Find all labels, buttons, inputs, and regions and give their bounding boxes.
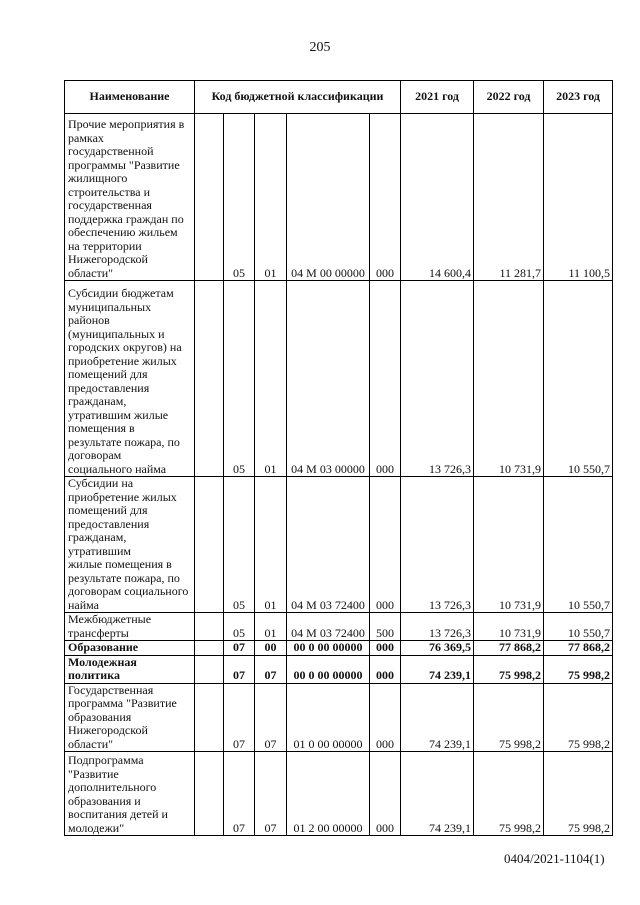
value-2022: 75 998,2 <box>474 655 544 683</box>
code-blank <box>195 114 224 281</box>
value-2021: 13 726,3 <box>401 477 474 613</box>
table-row <box>65 613 613 641</box>
code-section: 05 <box>224 477 255 613</box>
table-row <box>65 477 613 613</box>
code-expense-type: 000 <box>370 477 401 613</box>
table-row <box>65 641 613 656</box>
code-expense-type: 000 <box>370 752 401 836</box>
code-subsection: 01 <box>255 613 287 641</box>
value-2023: 10 550,7 <box>544 477 613 613</box>
row-name: Государственная программа "Развитие образования Нижегородской области" <box>65 683 195 752</box>
value-2021: 74 239,1 <box>401 683 474 752</box>
code-target: 04 М 00 00000 <box>287 114 370 281</box>
table-row <box>65 114 613 281</box>
code-section: 05 <box>224 114 255 281</box>
row-name: Субсидии на приобретение жилых помещений для предоставления гражданам, утратившим жилые помещения в результате пожара, по договорам социального найма <box>65 477 195 613</box>
value-2023: 11 100,5 <box>544 114 613 281</box>
code-section: 07 <box>224 641 255 656</box>
value-2023: 10 550,7 <box>544 281 613 477</box>
row-name: Подпрограмма "Развитие дополнительного образования и воспитания детей и молодежи" <box>65 752 195 836</box>
code-expense-type: 000 <box>370 281 401 477</box>
code-target: 00 0 00 00000 <box>287 641 370 656</box>
value-2022: 10 731,9 <box>474 477 544 613</box>
code-subsection: 01 <box>255 477 287 613</box>
code-blank <box>195 683 224 752</box>
code-blank <box>195 281 224 477</box>
header-2022: 2022 год <box>474 81 544 114</box>
page-number: 205 <box>309 40 331 55</box>
table-row <box>65 655 613 683</box>
header-2023: 2023 год <box>544 81 613 114</box>
value-2023: 75 998,2 <box>544 655 613 683</box>
code-expense-type: 500 <box>370 613 401 641</box>
document-code: 0404/2021-1104(1) <box>504 851 605 866</box>
code-blank <box>195 655 224 683</box>
value-2021: 13 726,3 <box>401 281 474 477</box>
code-expense-type: 000 <box>370 683 401 752</box>
code-section: 07 <box>224 683 255 752</box>
value-2023: 77 868,2 <box>544 641 613 656</box>
table-row <box>65 683 613 752</box>
code-subsection: 07 <box>255 655 287 683</box>
value-2022: 10 731,9 <box>474 281 544 477</box>
code-subsection: 01 <box>255 281 287 477</box>
code-target: 04 М 03 00000 <box>287 281 370 477</box>
value-2023: 75 998,2 <box>544 752 613 836</box>
row-name: Молодежная политика <box>65 655 195 683</box>
value-2022: 75 998,2 <box>474 683 544 752</box>
table-header-row <box>65 81 613 114</box>
value-2022: 10 731,9 <box>474 613 544 641</box>
value-2023: 75 998,2 <box>544 683 613 752</box>
header-2021: 2021 год <box>401 81 474 114</box>
code-blank <box>195 641 224 656</box>
code-blank <box>195 752 224 836</box>
value-2022: 75 998,2 <box>474 752 544 836</box>
code-section: 05 <box>224 281 255 477</box>
budget-table <box>64 80 613 836</box>
code-target: 00 0 00 00000 <box>287 655 370 683</box>
code-subsection: 07 <box>255 752 287 836</box>
code-blank <box>195 613 224 641</box>
code-subsection: 07 <box>255 683 287 752</box>
row-name: Образование <box>65 641 195 656</box>
code-expense-type: 000 <box>370 114 401 281</box>
value-2021: 14 600,4 <box>401 114 474 281</box>
code-target: 04 М 03 72400 <box>287 477 370 613</box>
value-2021: 74 239,1 <box>401 655 474 683</box>
code-expense-type: 000 <box>370 655 401 683</box>
code-section: 05 <box>224 613 255 641</box>
code-section: 07 <box>224 655 255 683</box>
value-2023: 10 550,7 <box>544 613 613 641</box>
code-subsection: 01 <box>255 114 287 281</box>
row-name: Межбюджетные трансферты <box>65 613 195 641</box>
code-target: 01 0 00 00000 <box>287 683 370 752</box>
code-target: 04 М 03 72400 <box>287 613 370 641</box>
header-name: Наименование <box>65 81 195 114</box>
row-name: Субсидии бюджетам муниципальных районов (муниципальных и городских округов) на приобретение жилых помещений для предоставления гражданам, утратившим жилые помещения в результате пожара, по договорам социального найма <box>65 281 195 477</box>
table-row <box>65 752 613 836</box>
header-code: Код бюджетной классификации <box>195 81 401 114</box>
code-section: 07 <box>224 752 255 836</box>
code-expense-type: 000 <box>370 641 401 656</box>
row-name: Прочие мероприятия в рамках государственной программы "Развитие жилищного строительства и государственная поддержка граждан по обеспечению жильем на территории Нижегородской области" <box>65 114 195 281</box>
code-target: 01 2 00 00000 <box>287 752 370 836</box>
code-subsection: 00 <box>255 641 287 656</box>
value-2022: 11 281,7 <box>474 114 544 281</box>
value-2021: 74 239,1 <box>401 752 474 836</box>
value-2021: 76 369,5 <box>401 641 474 656</box>
value-2022: 77 868,2 <box>474 641 544 656</box>
table-row <box>65 281 613 477</box>
code-blank <box>195 477 224 613</box>
value-2021: 13 726,3 <box>401 613 474 641</box>
